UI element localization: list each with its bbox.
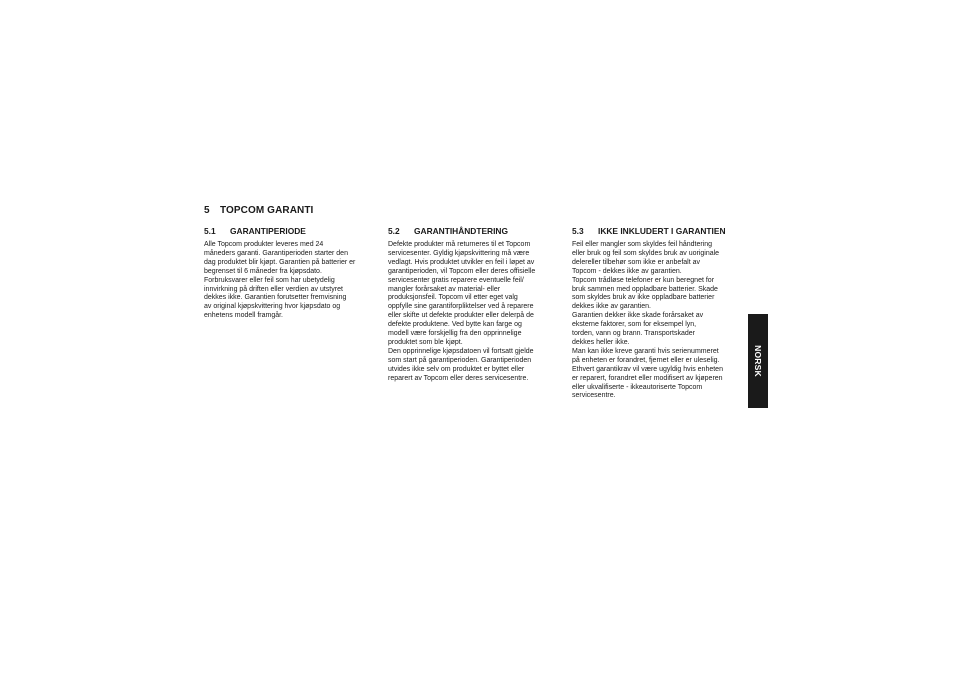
- body-line: produksjonsfeil. Topcom vil etter eget valg: [388, 294, 518, 302]
- chapter-title: TOPCOM GARANTI: [220, 205, 314, 216]
- section-number: 5.3: [572, 226, 584, 236]
- section-body: [572, 241, 746, 401]
- section-heading: [204, 226, 376, 236]
- body-line: reparert av Topcom eller deres servicesentre.: [388, 374, 529, 382]
- body-line: defekte produktene. Ved bytte kan farge og: [388, 321, 522, 329]
- body-line: Feil eller mangler som skyldes feil håndtering: [572, 241, 713, 248]
- section-body: [388, 241, 560, 384]
- body-line: enhetens modell framgår.: [204, 312, 283, 320]
- body-line: servicesenter gratis reparere eventuelle feil/: [388, 276, 524, 284]
- chapter-heading: [204, 205, 313, 216]
- body-line: eller skifte ut defekte produkter eller delerpå de: [388, 312, 534, 320]
- section-title: GARANTIHÅNDTERING: [414, 226, 508, 236]
- section-garantiperiode: [204, 226, 376, 321]
- body-line: mangler forårsaket av material- eller: [388, 285, 501, 293]
- body-line: garantiperioden, vil Topcom eller deres offisielle: [388, 267, 536, 275]
- body-line: utvides ikke selv om produktet er byttet eller: [388, 365, 525, 373]
- body-line: eksterne faktorer, som for eksempel lyn,: [572, 321, 697, 329]
- section-number: 5.2: [388, 226, 400, 236]
- body-line: på enheten er forandret, fjernet eller er uleselig.: [572, 356, 720, 364]
- body-line: Alle Topcom produkter leveres med 24: [204, 241, 324, 248]
- section-garantihandtering: [388, 226, 560, 384]
- body-line: produktet som ble kjøpt.: [388, 338, 463, 346]
- body-line: eller ukvalifiserte - ikkeautoriserte Topcom: [572, 383, 703, 391]
- section-heading: [388, 226, 560, 236]
- body-line: måneders garanti. Garantiperioden starter den: [204, 249, 348, 257]
- body-line: dag produktet blir kjøpt. Garantien på batterier er: [204, 258, 356, 266]
- body-line: eller bruk og feil som skyldes bruk av uoriginale: [572, 249, 720, 257]
- section-title: IKKE INKLUDERT I GARANTIEN: [598, 226, 726, 236]
- body-line: servicesentre.: [572, 392, 616, 400]
- body-line: modell være forskjellig fra den opprinnelige: [388, 330, 522, 338]
- chapter-number: 5: [204, 205, 210, 216]
- body-line: servicesenter. Gyldig kjøpskvittering må være: [388, 249, 530, 257]
- body-line: Topcom - dekkes ikke av garantien.: [572, 267, 682, 275]
- body-line: begrenset til 6 måneder fra kjøpsdato.: [204, 267, 322, 275]
- language-tab: [748, 314, 768, 408]
- body-line: dekkes ikke av garantien.: [572, 303, 651, 311]
- body-line: er reparert, forandret eller modifisert av kjøperen: [572, 374, 723, 382]
- body-line: Man kan ikke kreve garanti hvis serienummeret: [572, 347, 719, 355]
- body-line: som skyldes bruk av ikke oppladbare batterier: [572, 294, 715, 302]
- body-line: Garantien dekker ikke skade forårsaket av: [572, 312, 704, 320]
- body-line: vedlagt. Hvis produktet utvikler en feil i løpet av: [388, 258, 535, 266]
- section-number: 5.1: [204, 226, 216, 236]
- body-line: Defekte produkter må returneres til et Topcom: [388, 241, 531, 248]
- body-line: oppfylle sine garantiforpliktelser ved å reparere: [388, 303, 534, 311]
- body-line: bruk sammen med oppladbare batterier. Skade: [572, 285, 718, 293]
- body-line: delereller tilbehør som ikke er anbefalt av: [572, 258, 701, 266]
- section-title: GARANTIPERIODE: [230, 226, 306, 236]
- body-line: Forbruksvarer eller feil som har ubetydelig: [204, 276, 335, 284]
- body-line: Topcom trådløse telefoner er kun beregnet for: [572, 276, 715, 284]
- body-line: dekkes ikke. Garantien forutsetter fremvisning: [204, 294, 347, 302]
- body-line: innvirkning på driften eller verdien av utstyret: [204, 285, 343, 293]
- body-line: Ethvert garantikrav vil være ugyldig hvis enheten: [572, 365, 723, 373]
- body-line: av original kjøpskvittering hvor kjøpsdato og: [204, 303, 341, 311]
- body-line: dekkes heller ikke.: [572, 338, 630, 346]
- section-body: [204, 241, 376, 321]
- body-line: torden, vann og brann. Transportskader: [572, 330, 695, 338]
- section-heading: [572, 226, 746, 236]
- section-ikke-inkludert: [572, 226, 746, 401]
- body-line: som start på garantiperioden. Garantiperioden: [388, 356, 532, 364]
- body-line: Den opprinnelige kjøpsdatoen vil fortsatt gjelde: [388, 347, 534, 355]
- language-tab-label: NORSK: [753, 345, 764, 377]
